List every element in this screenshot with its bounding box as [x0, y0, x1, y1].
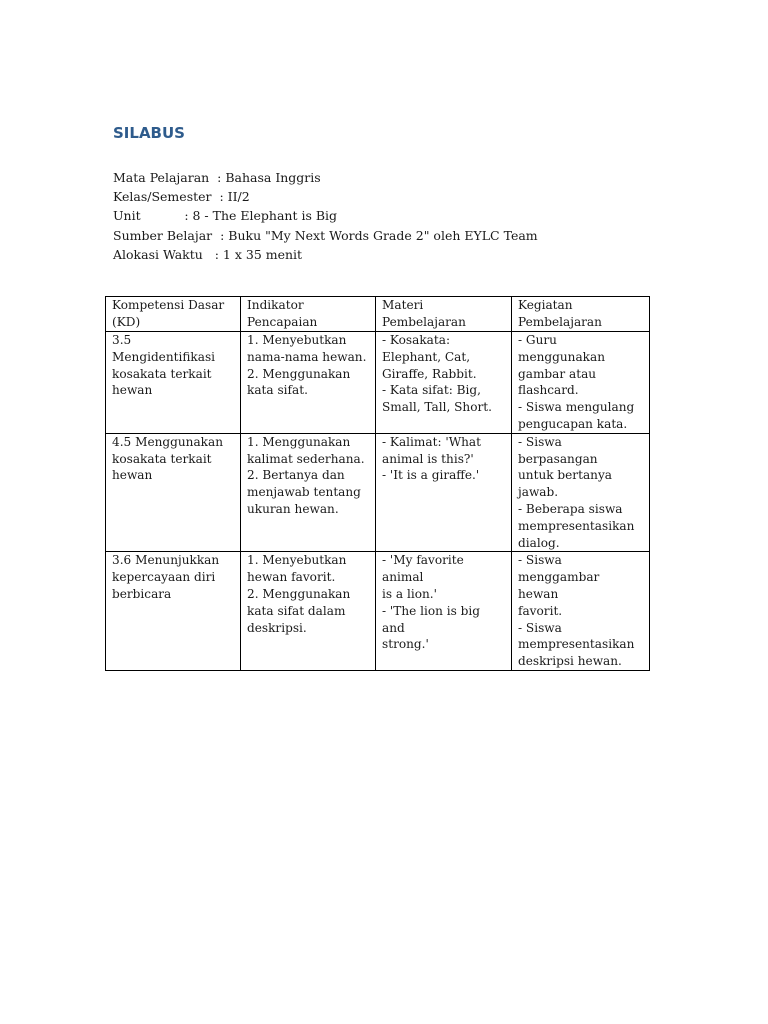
cell-indicator: 1. Menyebutkan nama-nama hewan. 2. Menggunakan kata sifat.	[241, 332, 376, 434]
header-activity: Kegiatan Pembelajaran	[512, 297, 650, 332]
info-subject: Mata Pelajaran : Bahasa Inggris	[113, 170, 321, 185]
cell-activity: - Siswa berpasangan untuk bertanya jawab. - Beberapa siswa mempresentasikan dialog.	[512, 433, 650, 552]
document-title: SILABUS	[113, 124, 185, 142]
cell-kd: 4.5 Menggunakan kosakata terkait hewan	[106, 433, 241, 552]
cell-indicator: 1. Menggunakan kalimat sederhana. 2. Bertanya dan menjawab tentang ukuran hewan.	[241, 433, 376, 552]
header-indicator: Indikator Pencapaian	[241, 297, 376, 332]
info-learning-source: Sumber Belajar : Buku "My Next Words Grade 2" oleh EYLC Team	[113, 227, 538, 243]
table-row	[106, 433, 650, 552]
table-row	[106, 552, 650, 671]
cell-kd: 3.6 Menunjukkan kepercayaan diri berbicara	[106, 552, 241, 671]
cell-activity: - Guru menggunakan gambar atau flashcard. - Siswa mengulang pengucapan kata.	[512, 332, 650, 434]
cell-material: - Kalimat: 'What animal is this?' - 'It is a giraffe.'	[376, 433, 512, 552]
syllabus-table	[105, 296, 650, 671]
cell-activity: - Siswa menggambar hewan favorit. - Siswa mempresentasikan deskripsi hewan.	[512, 552, 650, 671]
cell-material: - Kosakata: Elephant, Cat, Giraffe, Rabbit. - Kata sifat: Big, Small, Tall, Short.	[376, 332, 512, 434]
table-header-row	[106, 297, 650, 332]
cell-material: - 'My favorite animal is a lion.' - 'The lion is big and strong.'	[376, 552, 512, 671]
info-unit: Unit : 8 - The Elephant is Big	[113, 208, 338, 224]
info-class-semester: Kelas/Semester : II/2	[113, 189, 250, 205]
cell-kd: 3.5 Mengidentifikasi kosakata terkait hewan	[106, 332, 241, 434]
header-kd: Kompetensi Dasar (KD)	[106, 297, 241, 332]
header-material: Materi Pembelajaran	[376, 297, 512, 332]
info-time-allocation: Alokasi Waktu : 1 x 35 menit	[113, 246, 303, 262]
course-info	[113, 168, 538, 264]
table-row	[106, 332, 650, 434]
cell-indicator: 1. Menyebutkan hewan favorit. 2. Menggunakan kata sifat dalam deskripsi.	[241, 552, 376, 671]
